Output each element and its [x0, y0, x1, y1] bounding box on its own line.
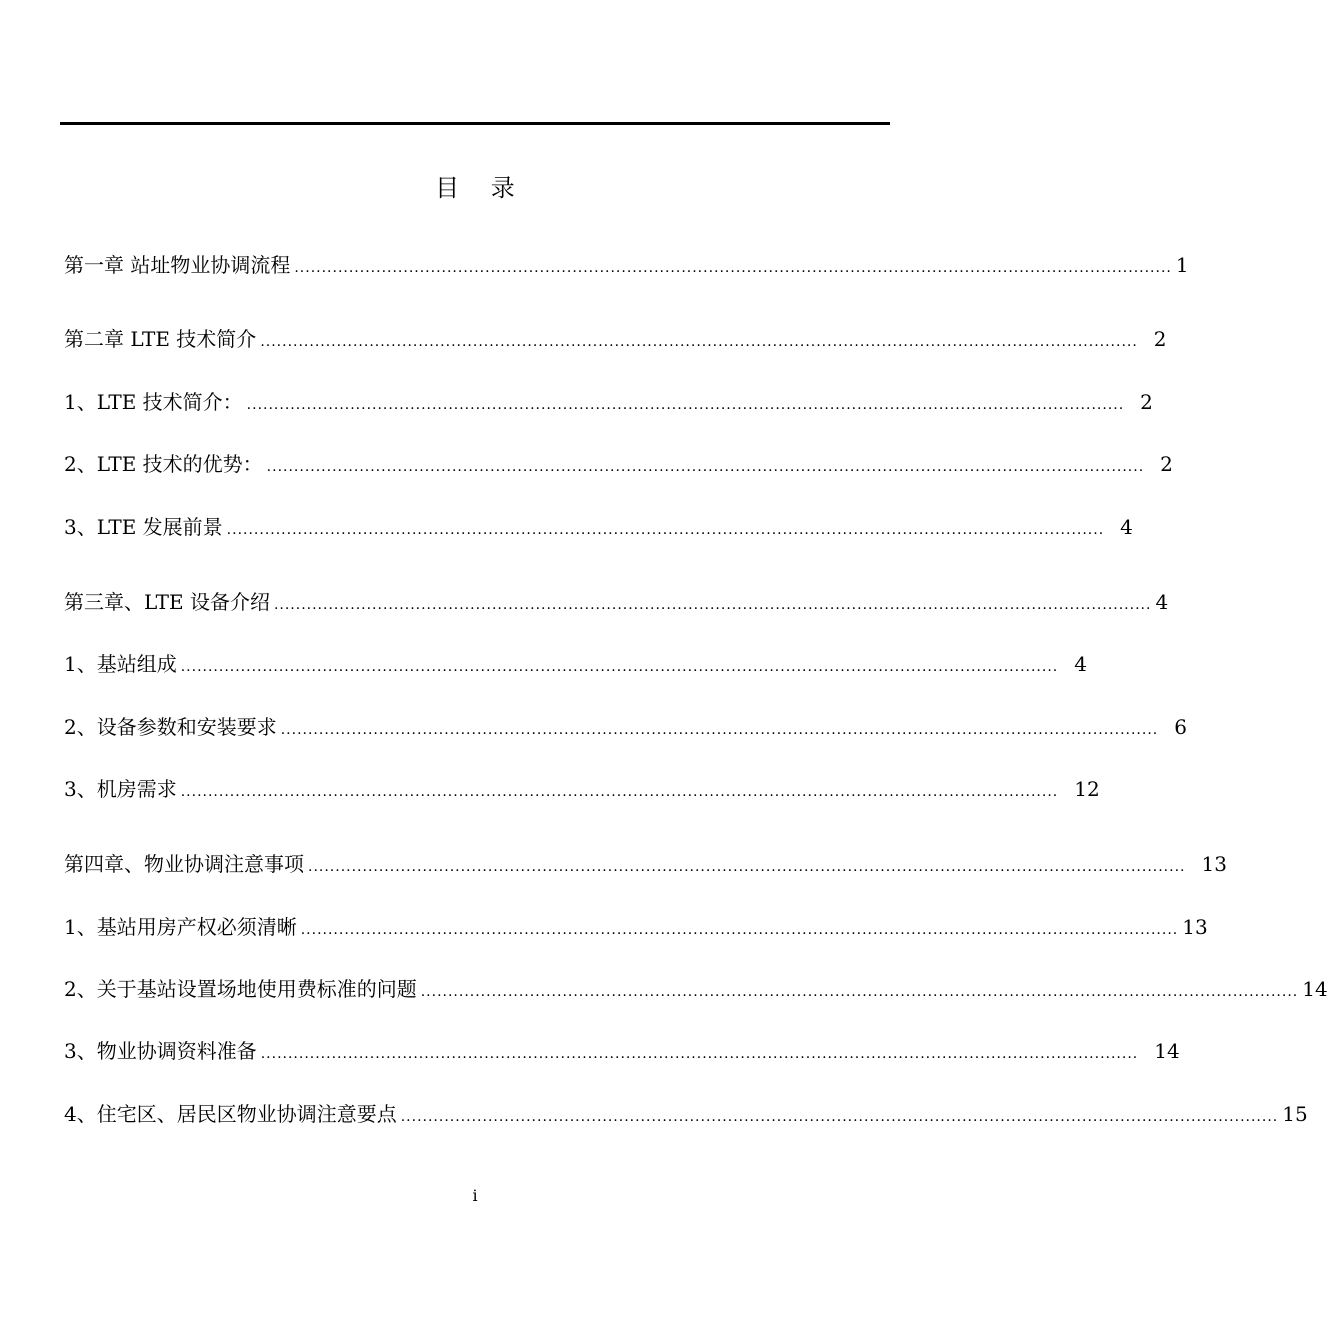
toc-leader-dots: .................................................................................................................................................................	[180, 784, 1059, 800]
toc-entry-label: 第一章 站址物业协调流程	[64, 253, 291, 277]
toc-title: 目 录	[435, 174, 527, 202]
toc-leader-dots: .................................................................................................................................................................	[400, 1109, 1279, 1125]
toc-entry-page: 14	[1154, 1039, 1180, 1063]
footer-page-number: i	[472, 1186, 478, 1205]
toc-leader-dots: .................................................................................................................................................................	[308, 859, 1186, 875]
toc-entry[interactable]	[64, 449, 1173, 479]
toc-entry-page: 12	[1074, 777, 1100, 801]
toc-leader-dots: .................................................................................................................................................................	[300, 922, 1179, 938]
toc-entry[interactable]	[64, 912, 1208, 942]
toc-entry-page: 2	[1140, 390, 1153, 414]
toc-entry-page: 13	[1182, 915, 1208, 939]
toc-entry[interactable]	[64, 1099, 1308, 1129]
toc-entry-label: 3、物业协调资料准备	[64, 1039, 257, 1063]
toc-entry[interactable]	[64, 387, 1153, 417]
toc-entry-page: 6	[1174, 715, 1187, 739]
toc-leader-dots: .................................................................................................................................................................	[420, 984, 1299, 1000]
toc-entry-label: 1、LTE 技术简介：	[64, 390, 243, 414]
toc-entry-page: 2	[1153, 327, 1167, 351]
toc-entry[interactable]	[64, 974, 1328, 1004]
toc-entry[interactable]	[64, 774, 1100, 804]
toc-entry-page: 13	[1201, 852, 1227, 876]
toc-entry[interactable]	[64, 712, 1187, 742]
toc-entry-label: 1、基站组成	[64, 652, 177, 676]
toc-entry-page: 4	[1074, 652, 1087, 676]
toc-leader-dots: .................................................................................................................................................................	[180, 659, 1059, 675]
toc-entry[interactable]	[64, 250, 1189, 280]
toc-entry-page: 14	[1302, 977, 1328, 1001]
toc-entry-label: 第三章、LTE 设备介绍	[64, 590, 270, 614]
toc-entry-label: 2、关于基站设置场地使用费标准的问题	[64, 977, 417, 1001]
toc-entry-label: 第四章、物业协调注意事项	[64, 852, 304, 876]
toc-leader-dots: .................................................................................................................................................................	[273, 597, 1152, 613]
toc-entry[interactable]	[64, 512, 1133, 542]
toc-entry-label: 1、基站用房产权必须清晰	[64, 915, 297, 939]
toc-entry-page: 2	[1160, 452, 1173, 476]
toc-entry-page: 4	[1120, 515, 1133, 539]
toc-entry-label: 第二章 LTE 技术简介	[64, 327, 257, 351]
toc-leader-dots: .................................................................................................................................................................	[294, 260, 1172, 276]
toc-entry-page: 1	[1175, 253, 1189, 277]
toc-entry-label: 3、机房需求	[64, 777, 177, 801]
toc-entry-label: 2、LTE 技术的优势：	[64, 452, 263, 476]
toc-leader-dots: .................................................................................................................................................................	[280, 722, 1159, 738]
toc-entry-page: 4	[1155, 590, 1169, 614]
toc-entry[interactable]	[64, 324, 1167, 354]
toc-leader-dots: .................................................................................................................................................................	[260, 1046, 1139, 1062]
toc-entry-page: 15	[1282, 1102, 1308, 1126]
toc-entry-label: 4、住宅区、居民区物业协调注意要点	[64, 1102, 397, 1126]
toc-entry[interactable]	[64, 649, 1087, 679]
toc-entry[interactable]	[64, 1036, 1180, 1066]
toc-leader-dots: .................................................................................................................................................................	[266, 459, 1145, 475]
toc-entry[interactable]	[64, 587, 1169, 617]
toc-leader-dots: .................................................................................................................................................................	[226, 522, 1105, 538]
toc-entry-label: 2、设备参数和安装要求	[64, 715, 277, 739]
toc-entry-label: 3、LTE 发展前景	[64, 515, 223, 539]
toc-entry[interactable]	[64, 849, 1227, 879]
toc-leader-dots: .................................................................................................................................................................	[246, 397, 1125, 413]
toc-leader-dots: .................................................................................................................................................................	[260, 334, 1138, 350]
